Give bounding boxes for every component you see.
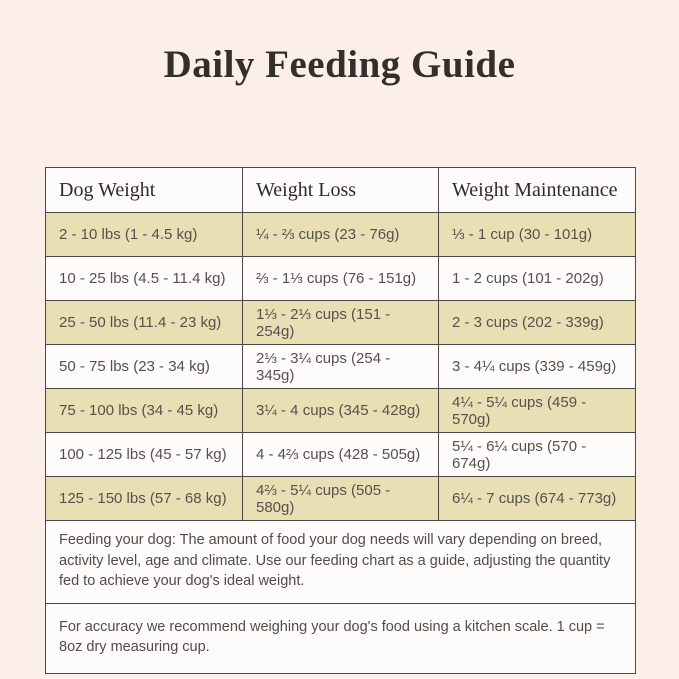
weight-maintenance-cell: 4¼ - 5¼ cups (459 - 570g)	[439, 389, 636, 433]
weight-maintenance-cell: 2 - 3 cups (202 - 339g)	[439, 301, 636, 345]
table-row	[46, 257, 636, 301]
measuring-accuracy-note: For accuracy we recommend weighing your dog's food using a kitchen scale. 1 cup = 8oz dry measuring cup.	[46, 603, 636, 673]
page-title: Daily Feeding Guide	[163, 43, 516, 86]
dog-weight-cell: 50 - 75 lbs (23 - 34 kg)	[46, 345, 243, 389]
table-row	[46, 433, 636, 477]
note-row	[46, 521, 636, 604]
note-row	[46, 603, 636, 673]
table-row	[46, 345, 636, 389]
column-header-dog-weight: Dog Weight	[46, 168, 243, 213]
table-row	[46, 477, 636, 521]
dog-weight-cell: 125 - 150 lbs (57 - 68 kg)	[46, 477, 243, 521]
table-row	[46, 301, 636, 345]
column-header-weight-loss: Weight Loss	[243, 168, 439, 213]
weight-maintenance-cell: 6¼ - 7 cups (674 - 773g)	[439, 477, 636, 521]
feeding-advice-note: Feeding your dog: The amount of food your dog needs will vary depending on breed, activity level, age and climate. Use our feeding chart as a guide, adjusting the quantity fed to achieve your dog's ideal weight.	[46, 521, 636, 604]
weight-maintenance-cell: 1 - 2 cups (101 - 202g)	[439, 257, 636, 301]
dog-weight-cell: 2 - 10 lbs (1 - 4.5 kg)	[46, 213, 243, 257]
weight-loss-cell: 4 - 4⅔ cups (428 - 505g)	[243, 433, 439, 477]
column-header-weight-maintenance: Weight Maintenance	[439, 168, 636, 213]
header-row	[46, 168, 636, 213]
weight-loss-cell: ¼ - ⅔ cups (23 - 76g)	[243, 213, 439, 257]
feeding-guide-table	[45, 167, 636, 674]
weight-maintenance-cell: 3 - 4¼ cups (339 - 459g)	[439, 345, 636, 389]
weight-loss-cell: 1⅓ - 2⅓ cups (151 - 254g)	[243, 301, 439, 345]
table-row	[46, 213, 636, 257]
weight-maintenance-cell: ⅓ - 1 cup (30 - 101g)	[439, 213, 636, 257]
weight-loss-cell: 2⅓ - 3¼ cups (254 - 345g)	[243, 345, 439, 389]
weight-loss-cell: 4⅔ - 5¼ cups (505 - 580g)	[243, 477, 439, 521]
dog-weight-cell: 10 - 25 lbs (4.5 - 11.4 kg)	[46, 257, 243, 301]
weight-maintenance-cell: 5¼ - 6¼ cups (570 - 674g)	[439, 433, 636, 477]
dog-weight-cell: 100 - 125 lbs (45 - 57 kg)	[46, 433, 243, 477]
weight-loss-cell: ⅔ - 1⅓ cups (76 - 151g)	[243, 257, 439, 301]
weight-loss-cell: 3¼ - 4 cups (345 - 428g)	[243, 389, 439, 433]
dog-weight-cell: 25 - 50 lbs (11.4 - 23 kg)	[46, 301, 243, 345]
dog-weight-cell: 75 - 100 lbs (34 - 45 kg)	[46, 389, 243, 433]
table-row	[46, 389, 636, 433]
